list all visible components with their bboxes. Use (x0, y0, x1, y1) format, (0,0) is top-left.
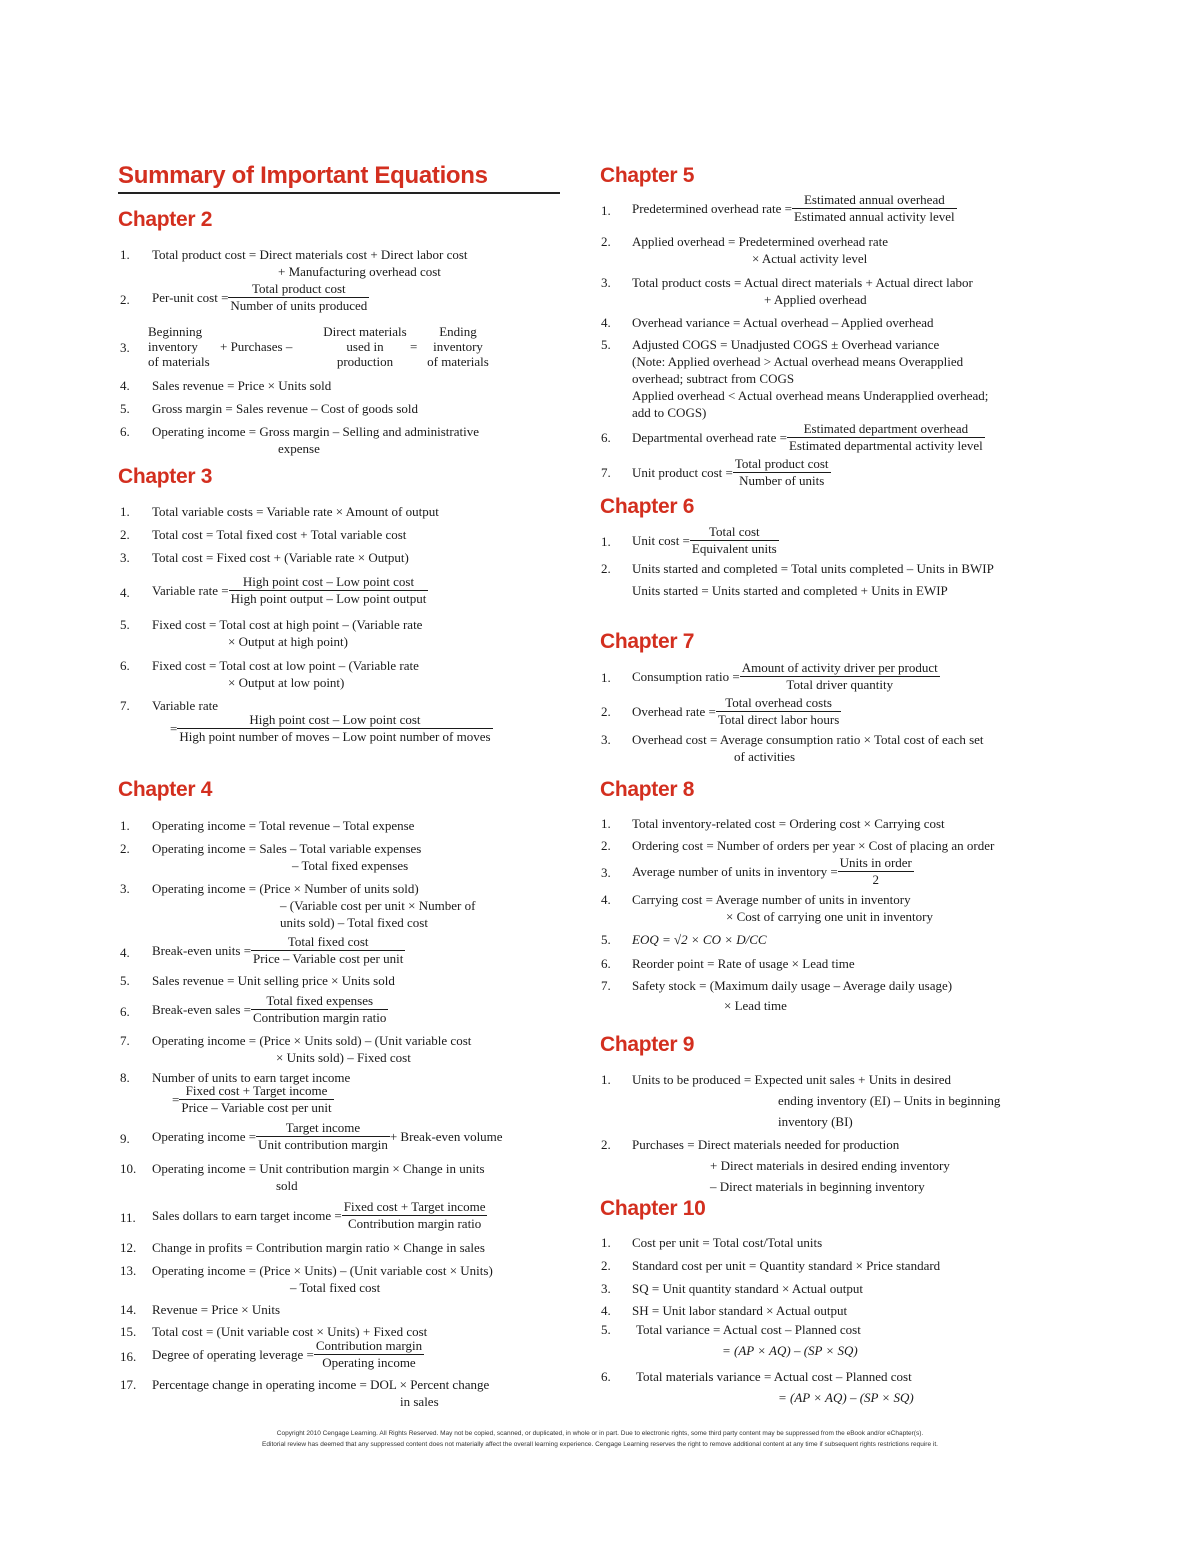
page-title: Summary of Important Equations (118, 162, 560, 194)
chapter-10-heading: Chapter 10 (600, 1197, 706, 1220)
chapter-5-heading: Chapter 5 (600, 164, 695, 187)
chapter-4-heading: Chapter 4 (118, 778, 213, 801)
chapter-3-heading: Chapter 3 (118, 465, 213, 488)
copyright-line-2: Editorial review has deemed that any suppressed content does not materially affect the overall learning experience. Cengage Learning reserves the right to remove additional content at any time if subsequent rights restrictions require it. (262, 1441, 938, 1448)
chapter-7-heading: Chapter 7 (600, 630, 695, 653)
chapter-6-heading: Chapter 6 (600, 495, 695, 518)
chapter-8-heading: Chapter 8 (600, 778, 695, 801)
copyright-line-1: Copyright 2010 Cengage Learning. All Rights Reserved. May not be copied, scanned, or duplicated, in whole or in part. Due to electronic rights, some third party content may be suppressed from the eBook and/or eChapter(s). (276, 1430, 924, 1437)
chapter-9-heading: Chapter 9 (600, 1033, 695, 1056)
chapter-2-heading: Chapter 2 (118, 208, 213, 231)
